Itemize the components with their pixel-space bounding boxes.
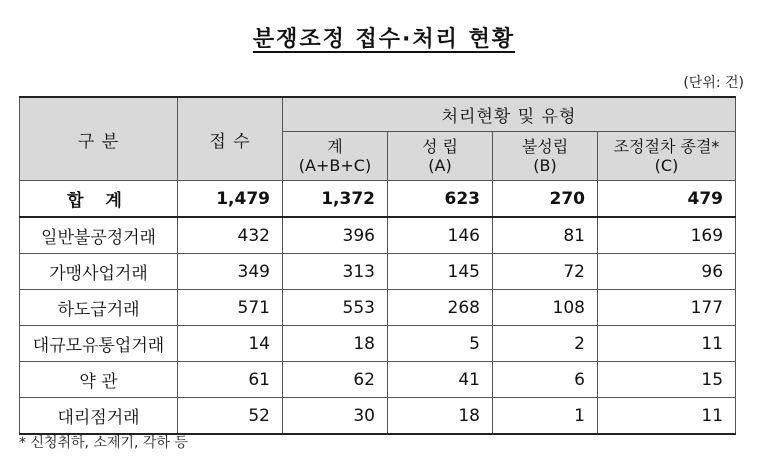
cell-terminated: 479	[598, 181, 736, 218]
cell-received: 432	[178, 217, 283, 254]
cell-terminated: 11	[598, 326, 736, 362]
row-label: 하도급거래	[20, 290, 178, 326]
row-label: 합 계	[20, 181, 178, 218]
table-row	[20, 362, 736, 398]
cell-terminated: 11	[598, 398, 736, 435]
row-label: 약 관	[20, 362, 178, 398]
table-row	[20, 326, 736, 362]
table-row	[20, 398, 736, 435]
footnote: * 신청취하, 소제기, 각하 등	[19, 435, 188, 451]
row-label: 대규모유통업거래	[20, 326, 178, 362]
cell-settled: 623	[388, 181, 493, 218]
header-total: 계 (A+B+C)	[283, 132, 388, 181]
row-label: 가맹사업거래	[20, 254, 178, 290]
status-table	[19, 96, 736, 435]
cell-total: 62	[283, 362, 388, 398]
unit-label: (단위: 건)	[683, 75, 744, 91]
cell-total: 313	[283, 254, 388, 290]
cell-settled: 18	[388, 398, 493, 435]
cell-received: 14	[178, 326, 283, 362]
cell-total: 30	[283, 398, 388, 435]
cell-received: 349	[178, 254, 283, 290]
cell-unsettled: 108	[493, 290, 598, 326]
cell-settled: 268	[388, 290, 493, 326]
cell-terminated: 177	[598, 290, 736, 326]
row-label: 일반불공정거래	[20, 217, 178, 254]
cell-settled: 146	[388, 217, 493, 254]
header-category: 구 분	[20, 97, 178, 181]
cell-received: 571	[178, 290, 283, 326]
cell-terminated: 15	[598, 362, 736, 398]
header-settled: 성 립 (A)	[388, 132, 493, 181]
header-received: 접 수	[178, 97, 283, 181]
row-label: 대리점거래	[20, 398, 178, 435]
cell-total: 396	[283, 217, 388, 254]
cell-total: 553	[283, 290, 388, 326]
header-terminated: 조정절차 종결* (C)	[598, 132, 736, 181]
table-row	[20, 217, 736, 254]
cell-terminated: 169	[598, 217, 736, 254]
cell-total: 18	[283, 326, 388, 362]
cell-settled: 41	[388, 362, 493, 398]
cell-received: 61	[178, 362, 283, 398]
cell-terminated: 96	[598, 254, 736, 290]
cell-unsettled: 6	[493, 362, 598, 398]
cell-total: 1,372	[283, 181, 388, 218]
cell-settled: 5	[388, 326, 493, 362]
cell-unsettled: 2	[493, 326, 598, 362]
table-row	[20, 290, 736, 326]
cell-unsettled: 270	[493, 181, 598, 218]
cell-received: 52	[178, 398, 283, 435]
cell-unsettled: 81	[493, 217, 598, 254]
header-processing-group: 처리현황 및 유형	[283, 97, 736, 132]
table-row-total	[20, 181, 736, 218]
header-unsettled: 불성립 (B)	[493, 132, 598, 181]
cell-settled: 145	[388, 254, 493, 290]
cell-received: 1,479	[178, 181, 283, 218]
cell-unsettled: 72	[493, 254, 598, 290]
table-row	[20, 254, 736, 290]
page-title: 분쟁조정 접수·처리 현황	[252, 27, 516, 52]
cell-unsettled: 1	[493, 398, 598, 435]
